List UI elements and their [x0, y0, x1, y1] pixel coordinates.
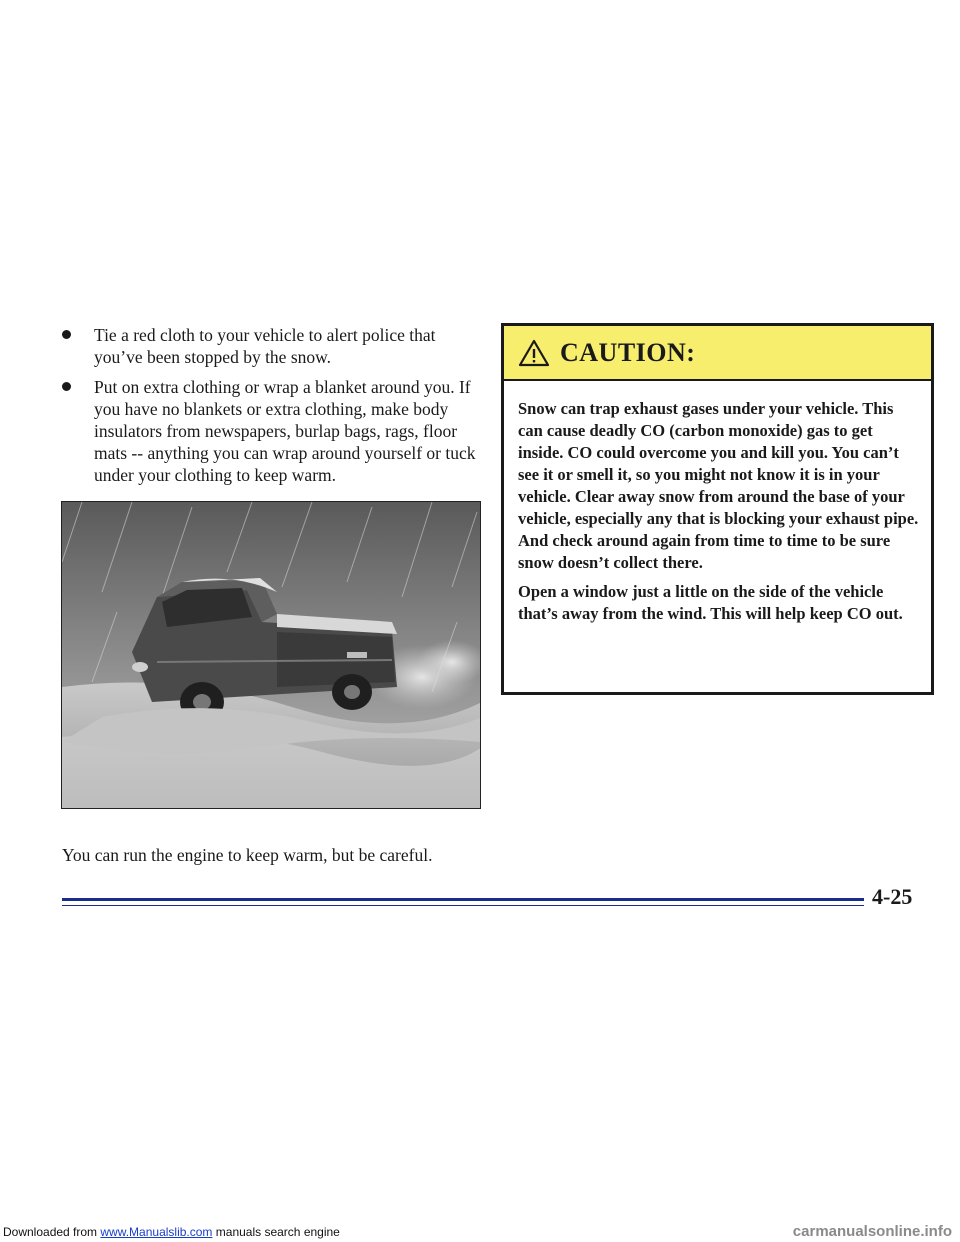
footer-rule [62, 898, 864, 901]
footer-rule-thin [62, 905, 864, 906]
download-footer [0, 1222, 960, 1242]
caution-title: CAUTION: [560, 337, 696, 367]
engine-warm-note: You can run the engine to keep warm, but be careful. [62, 845, 433, 865]
caution-box [501, 323, 934, 695]
download-credit [3, 1225, 340, 1239]
bullet-list [62, 324, 482, 494]
warning-triangle-icon [518, 339, 550, 367]
caution-paragraph: Snow can trap exhaust gases under your vehicle. This can cause deadly CO (carbon monoxide) gas to get inside. CO could overcome you and kill you. You can’t see it or smell it, so you might not know it is in your vehicle. Clear away snow from around the base of your vehicle, especially any that is blocking your exhaust pipe. And check around again from time to time to be sure snow doesn’t collect there. [518, 399, 919, 572]
page-number: 4-25 [872, 884, 913, 909]
bullet-dot-icon [62, 382, 71, 391]
caution-paragraph: Open a window just a little on the side of the vehicle that’s away from the wind. This will help keep CO out. [518, 582, 903, 623]
bullet-item [62, 376, 482, 486]
bullet-text: Put on extra clothing or wrap a blanket around you. If you have no blankets or extra clothing, make body insulators from newspapers, burlap bags, rags, floor mats -- anything you can wrap around yourself or tuck under your clothing to keep warm. [94, 377, 476, 485]
download-suffix: manuals search engine [212, 1225, 340, 1239]
truck-in-snow-illustration [61, 501, 481, 809]
watermark-text: carmanualsonline.info [792, 1223, 952, 1240]
bullet-text: Tie a red cloth to your vehicle to alert police that you’ve been stopped by the snow. [94, 325, 436, 367]
caution-header [504, 326, 931, 381]
caution-body [518, 398, 920, 632]
bullet-item [62, 324, 482, 368]
manualslib-link[interactable]: www.Manualslib.com [100, 1225, 213, 1239]
bullet-dot-icon [62, 330, 71, 339]
download-prefix: Downloaded from [3, 1225, 101, 1239]
